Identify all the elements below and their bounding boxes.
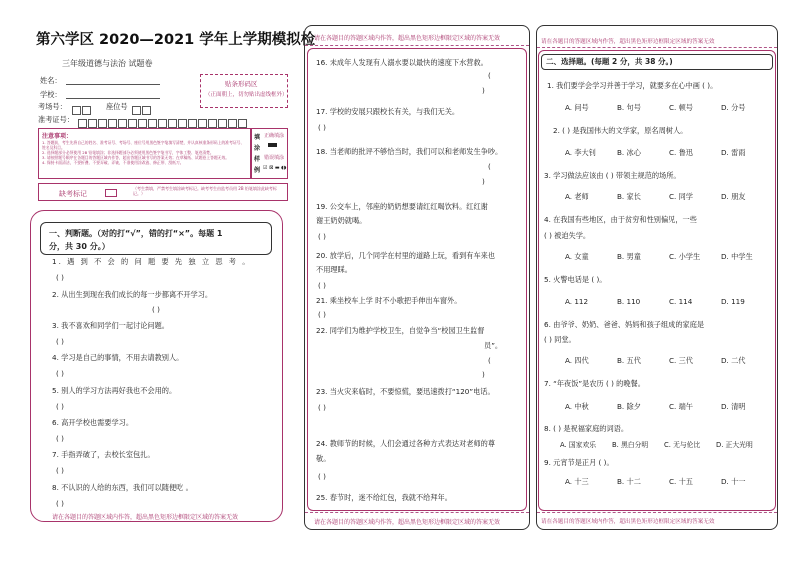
mc-q6-line2: ( ) 同堂。	[544, 335, 576, 344]
mc-q5-options	[565, 298, 745, 305]
mc-q3-opt-c[interactable]: C. 同学	[669, 192, 693, 201]
exam-room-label: 考场号：	[38, 102, 67, 111]
mc-q2-opt-b[interactable]: B. 冰心	[617, 148, 641, 157]
mc-q4-opt-d[interactable]: D. 中学生	[721, 252, 753, 261]
s2-q17-answer[interactable]: ( )	[318, 123, 326, 132]
col1-bottom-notice: 请在各题目的答题区域内作答，超出黑色矩形边框限定区域的答案无效	[52, 514, 239, 521]
mc-q1-opt-c[interactable]: C. 顿号	[669, 103, 693, 112]
s2-q16-answer-b[interactable]: )	[482, 86, 485, 95]
school-underline	[66, 98, 160, 99]
barcode-hint: （正面朝上，切勿贴出虚线框外）	[205, 92, 288, 98]
s2-q24-answer[interactable]: ( )	[318, 472, 326, 481]
s1-q3-answer[interactable]: ( )	[56, 337, 64, 346]
mc-q8-opt-c[interactable]: C. 无与伦比	[664, 441, 701, 449]
s1-q4-answer[interactable]: ( )	[56, 369, 64, 378]
s2-q22-line2: 员”。	[484, 341, 503, 350]
col2-bottom-rule	[305, 512, 529, 513]
mc-q8: 8. ( ) 是祝福家庭的词语。	[544, 424, 629, 433]
s2-q24-line2: 敬。	[316, 454, 331, 463]
s2-q20-line1: 20. 放学后，几个同学在村里的道路上玩，看到有车来也	[316, 251, 496, 260]
s2-q19-line2: 谢王奶奶就喝。	[316, 216, 367, 225]
col3-top-rule	[537, 47, 777, 48]
mc-q2-opt-c[interactable]: C. 鲁迅	[669, 148, 693, 157]
school-label: 学校：	[40, 90, 62, 99]
exam-subtitle: 三年级道德与法治 试题卷	[62, 59, 153, 68]
section2-heading: 二、选择题。(每题 2 分，共 38 分。)	[546, 57, 673, 66]
mc-q8-opt-a[interactable]: A. 国家欢乐	[560, 441, 597, 449]
mc-q3: 3. 学习做法应该由 ( ) 带领主规范的场所。	[544, 171, 681, 180]
mc-q4-opt-a[interactable]: A. 女童	[565, 252, 589, 261]
absent-label: 缺考标记	[59, 190, 87, 198]
s1-q3: 3. 我不喜欢和同学们一起讨论问题。	[52, 321, 169, 330]
notes-heading: 注意事项：	[42, 133, 73, 140]
s2-q18: 18. 当老师的批评不够恰当时，我们可以和老师发生争吵。	[316, 147, 503, 156]
mc-q9-options	[565, 478, 745, 485]
s2-q22-line1: 22. 同学们为维护学校卫生，自觉争当“校园卫生监督	[316, 326, 485, 335]
mc-q8-options	[560, 442, 753, 449]
notes-line-2: 2. 选择题部分必须使用 2B 铅笔填涂；非选择题部分必须使用黑色签字笔书写，字体工整、笔迹清楚。	[42, 150, 214, 155]
ticket-label: 准考证号：	[38, 115, 74, 124]
mc-q6-opt-b[interactable]: B. 五代	[617, 356, 641, 365]
exam-title: 第六学区 2020—2021 学年上学期模拟检	[36, 32, 316, 48]
s1-q5-answer[interactable]: ( )	[56, 402, 64, 411]
mc-q1-options	[565, 104, 745, 111]
mc-q1-opt-a[interactable]: A. 问号	[565, 103, 589, 112]
col3-top-notice: 请在各题目的答题区域内作答，超出黑色矩形边框限定区域的答案无效	[541, 39, 715, 45]
s2-q24-line1: 24. 教师节的时候，人们会通过各种方式表达对老师的尊	[316, 439, 496, 448]
notes-line-1: 1. 答题前，考生先将自己的姓名、准考证号、考场号、座位号用黑色签字笔填写清楚，并认真核准条形码上的准考证号、姓名及科目。	[42, 140, 245, 150]
col2-top-notice: 请在各题目的答题区域内作答，超出黑色矩形边框限定区域的答案无效	[314, 35, 501, 42]
mc-q1-opt-d[interactable]: D. 分号	[721, 103, 746, 112]
mc-q2-opt-d[interactable]: D. 雷雨	[721, 148, 746, 157]
absent-mark[interactable]	[105, 189, 117, 197]
s2-q18-answer-a[interactable]: (	[488, 162, 491, 171]
s2-q20-answer[interactable]: ( )	[318, 281, 326, 290]
section1-heading-line1: 一、判断题。（对的打“√”，错的打“×”。每题 1	[49, 229, 223, 238]
mc-q4-options	[565, 253, 753, 260]
mc-q6-opt-a[interactable]: A. 四代	[565, 356, 589, 365]
s2-q19-line1: 19. 公交车上，邻座的奶奶想要请红红喝饮料。红红谢	[316, 202, 488, 211]
fill-side-1: 填	[254, 134, 261, 141]
mc-q8-opt-d[interactable]: D. 正大光明	[716, 441, 753, 449]
mc-q3-opt-d[interactable]: D. 朋友	[721, 192, 746, 201]
mc-q1-opt-b[interactable]: B. 句号	[617, 103, 641, 112]
s2-q16-answer-a[interactable]: (	[488, 71, 491, 80]
wrong-fill-label: 错误填涂	[264, 155, 285, 161]
col3-bottom-rule	[537, 512, 777, 513]
s2-q22-answer-b[interactable]: )	[482, 370, 485, 379]
notes-box	[38, 128, 251, 179]
s1-q5: 5. 别人的学习方法再好我也不会用的。	[52, 386, 177, 395]
s2-q18-answer-b[interactable]: )	[482, 177, 485, 186]
fill-sample-box	[251, 128, 288, 179]
s2-q25: 25. 春节时，迷不给红包，我就不给拜年。	[316, 493, 452, 502]
mc-q9-opt-d[interactable]: D. 十一	[721, 477, 746, 486]
notes-line-3: 3. 请按照题号顺序在各题目的答题区域内作答，超出答题区域书写的答案无效；在草稿纸、试题卷上答题无效。	[42, 155, 230, 160]
mc-q2: 2. ( ) 是我国伟大的文学家，原名周树人。	[553, 126, 688, 135]
s2-q17: 17. 学校的安展只跟校长有关，与我们无关。	[316, 107, 460, 116]
absent-desc: （考生禁填，严禁考生填涂缺考标记。缺考考生由监考员用 2B 铅笔填涂此缺考标记。）	[133, 186, 277, 196]
s1-q2: 2. 从出生到现在我们成长的每一步都离不开学习。	[52, 290, 213, 299]
mc-q4-line2: ( ) 被迫失学。	[544, 231, 591, 240]
s1-q8-answer[interactable]: ( )	[56, 499, 64, 508]
seat-label: 座位号	[106, 102, 128, 111]
s1-q1-answer[interactable]: ( )	[56, 273, 64, 282]
s2-q23: 23. 当火灾来临时，不要惊慌，要迅速拨打“120”电话。	[316, 387, 495, 396]
s1-q6: 6. 高开学校也需要学习。	[52, 418, 134, 427]
s2-q21: 21. 乘坐校车上学 时不小歌把手伸出车窗外。	[316, 296, 462, 305]
s1-q8: 8. 不认识的人给的东西，我们可以随便吃 。	[52, 483, 193, 492]
mc-q3-options	[565, 193, 745, 200]
correct-fill-label: 正确填涂	[264, 133, 285, 139]
mc-q9-opt-b[interactable]: B. 十二	[617, 477, 641, 486]
s2-q20-line2: 不用理睬。	[316, 265, 352, 274]
mc-q7-opt-b[interactable]: B. 除夕	[617, 402, 641, 411]
s2-q23-answer[interactable]: ( )	[318, 403, 326, 412]
mc-q9-opt-a[interactable]: A. 十三	[565, 477, 589, 486]
mc-q6-options	[565, 357, 745, 364]
s1-q6-answer[interactable]: ( )	[56, 434, 64, 443]
mc-q7-opt-a[interactable]: A. 中秋	[565, 402, 589, 411]
mc-q1: 1. 我们要学会学习并善于学习，就要多在心中画 ( )。	[547, 81, 718, 90]
mc-q5-opt-a[interactable]: A. 112	[565, 297, 589, 306]
barcode-label: 贴条形码区	[225, 80, 258, 88]
section1-heading-line2: 分，共 30 分。）	[49, 242, 110, 251]
fill-side-2: 涂	[254, 145, 261, 152]
col2-top-rule	[305, 45, 529, 46]
s1-q2-answer[interactable]: ( )	[152, 305, 160, 314]
fill-side-4: 例	[254, 167, 261, 174]
notes-line-4: 4. 保持卡面清洁，不要折叠、不要弄破、弄皱，不准使用涂改液、修正带、刮纸刀。	[42, 160, 184, 165]
correct-fill-sample	[268, 143, 277, 147]
mc-q5-opt-c[interactable]: C. 114	[669, 297, 693, 306]
mc-q5-opt-d[interactable]: D. 119	[721, 297, 745, 306]
s2-q21-answer[interactable]: ( )	[318, 310, 326, 319]
mc-q5-opt-b[interactable]: B. 110	[617, 297, 641, 306]
s1-q7: 7. 手指弄破了，去校长室包扎。	[52, 450, 155, 459]
wrong-fill-sample: ☑ ⊠ ▬ ◖◗	[263, 165, 287, 171]
mc-q6-opt-c[interactable]: C. 三代	[669, 356, 693, 365]
mc-q3-opt-a[interactable]: A. 老师	[565, 192, 589, 201]
mc-q6-line1: 6. 由爷爷、奶奶、爸爸、妈妈和孩子组成的家庭是	[544, 320, 705, 329]
s2-q16: 16. 未成年人发现有人溺水要以最快的速度下水营救。	[316, 58, 488, 67]
mc-q2-opt-a[interactable]: A. 李大钊	[565, 148, 596, 157]
mc-q4-opt-b[interactable]: B. 男童	[617, 252, 641, 261]
s1-q4: 4. 学习是自己的事情，不用去请教别人。	[52, 353, 184, 362]
absent-box	[38, 183, 288, 201]
s1-q7-answer[interactable]: ( )	[56, 466, 64, 475]
mc-q7: 7. “年夜饭”是农历 ( ) 的晚餐。	[544, 379, 645, 388]
name-label: 姓名：	[40, 76, 62, 85]
mc-q9: 9. 元宵节是正月 ( )。	[544, 458, 614, 467]
mc-q7-options	[565, 403, 745, 410]
mc-q4-line1: 4. 在我国有些地区，由于贫穷和性别偏见，一些	[544, 215, 697, 224]
fill-side-3: 样	[254, 156, 261, 163]
mc-q9-opt-c[interactable]: C. 十五	[669, 477, 693, 486]
mc-q6-opt-d[interactable]: D. 二代	[721, 356, 746, 365]
col3-bottom-notice: 请在各题目的答题区域内作答，超出黑色矩形边框限定区域的答案无效	[541, 519, 715, 525]
mc-q2-options	[565, 149, 745, 156]
mc-q5: 5. 火警电话是 ( )。	[544, 275, 607, 284]
mc-q7-opt-c[interactable]: C. 端午	[669, 402, 693, 411]
s1-q1: 1. 遇 到 不 会 的 问 题 要 先 独 立 思 考 。	[52, 257, 252, 266]
s2-q22-answer-a[interactable]: (	[488, 356, 491, 365]
name-underline	[66, 84, 160, 85]
col2-bottom-notice: 请在各题目的答题区域内作答，超出黑色矩形边框限定区域的答案无效	[314, 519, 501, 526]
mc-q4-opt-c[interactable]: C. 小学生	[669, 252, 701, 261]
mc-q8-opt-b[interactable]: B. 黑白分明	[612, 441, 649, 449]
barcode-area	[200, 74, 288, 108]
s2-q19-answer[interactable]: ( )	[318, 232, 326, 241]
mc-q7-opt-d[interactable]: D. 清明	[721, 402, 746, 411]
mc-q3-opt-b[interactable]: B. 家长	[617, 192, 641, 201]
